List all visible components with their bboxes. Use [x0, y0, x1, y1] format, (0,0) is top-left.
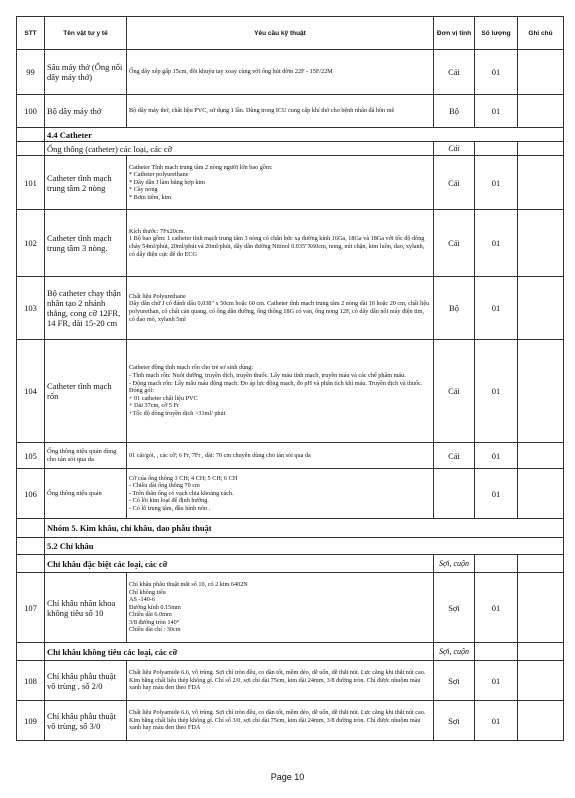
section-row: [17, 128, 564, 142]
header-note: Ghi chú: [518, 17, 564, 50]
row-note: [518, 277, 564, 340]
row-spec: Cỡ của ống thông 3 CH; 4 CH; 5 CH; 6 CH - Chiều dài ống thông 70 cm - Trên thân ống có vạch chia khoảng cách. - Có lõi kim loại để định hướng. - Có lỗ trung tâm, đầu hình nón .: [127, 469, 434, 519]
subsection-unit: Sợi, cuộn: [434, 555, 475, 573]
subsection-unit: Cái: [434, 142, 475, 156]
row-stt: 103: [17, 277, 45, 340]
row-note: [518, 469, 564, 519]
row-qty: 01: [475, 661, 518, 701]
table-row: [17, 277, 564, 340]
table-row: [17, 443, 564, 469]
row-stt: 109: [17, 701, 45, 741]
table-row: [17, 573, 564, 643]
row-spec: Chất liệu Polyamide 6.6, vô trùng. Sợi chỉ tròn đều, co dãn tốt, mềm dẻo, dễ uốn, dễ thắt nút. Lực căng khi thắt nút cao. Kim bằng chất liệu thép không gỉ. Chỉ số 3/0, sợi chỉ dài 75cm, kim dài 24mm, 3/8 đường tròn. Chỉ được nhuộm màu xanh hay màu đen theo FDA: [127, 701, 434, 741]
row-qty: 01: [475, 50, 518, 95]
table-row: [17, 95, 564, 128]
row-unit: Sợi: [434, 701, 475, 741]
row-name: Bộ dây máy thở: [45, 95, 127, 128]
row-name: Chỉ khâu phẫu thuật vô trùng , số 2/0: [45, 661, 127, 701]
row-unit: Cái: [434, 443, 475, 469]
subsection-row: [17, 142, 564, 156]
row-spec: Ống dây xếp gấp 15cm, đôi khuỷu tay xoay cùng với ống hút đờm 22F - 15F/22M: [127, 50, 434, 95]
row-spec: Chỉ khâu phẫu thuật mắt số 10, có 2 kim 6402N Chỉ không tiêu AS -140-6 Đường kính 0.15mm Chiều dài 6.0mm 3/8 đường tròn 140° Chiều dài chỉ : 30cm: [127, 573, 434, 643]
header-unit: Đơn vị tính: [434, 17, 475, 50]
section-row: [17, 538, 564, 555]
row-stt: 104: [17, 340, 45, 443]
row-note: [518, 210, 564, 277]
row-name: Catheter tĩnh mạch trung tâm 2 nòng: [45, 156, 127, 210]
row-name: Catheter tĩnh mạch rốn: [45, 340, 127, 443]
row-qty: 01: [475, 469, 518, 519]
group-row: [17, 519, 564, 538]
row-qty: 01: [475, 156, 518, 210]
subsection-unit: Sợi, cuộn: [434, 643, 475, 661]
row-stt: 106: [17, 469, 45, 519]
row-qty: 01: [475, 443, 518, 469]
subsection-title: Chỉ khâu không tiêu các loại, các cỡ: [45, 643, 434, 661]
subsection-row: [17, 555, 564, 573]
row-stt: 108: [17, 661, 45, 701]
row-qty: 01: [475, 340, 518, 443]
row-name: Chỉ khâu phẫu thuật vô trùng, số 3/0: [45, 701, 127, 741]
row-unit: [434, 469, 475, 519]
table-row: [17, 50, 564, 95]
table-row: [17, 701, 564, 741]
row-note: [518, 156, 564, 210]
row-name: Chỉ khâu nhãn khoa không tiêu số 10: [45, 573, 127, 643]
row-stt: 105: [17, 443, 45, 469]
row-spec: Catheter động tĩnh mạch rốn cho trẻ sơ sinh dùng: - Tĩnh mạch rốn: Nuôi dưỡng, truyền dịch, truyền thuốc. Lấy máu tĩnh mạch, truyền máu và các chế phẩm máu. - Động mạch rốn: Lấy mẫu máu động mạch. Đo áp lực động mạch, đo pH và phân tích khí máu. Truyền dịch và thuốc. Đóng gói: + 01 catheter chất liệu PVC + Dài 37cm, cỡ 5 Fr +Tốc độ dòng truyền dịch >31ml/ phút: [127, 340, 434, 443]
row-stt: 99: [17, 50, 45, 95]
row-unit: Sợi: [434, 573, 475, 643]
row-stt: 102: [17, 210, 45, 277]
row-unit: Cái: [434, 340, 475, 443]
row-name: Sâu máy thở (Ống nối dây máy thở): [45, 50, 127, 95]
row-stt: 107: [17, 573, 45, 643]
row-name: Catheter tĩnh mạch trung tâm 3 nòng.: [45, 210, 127, 277]
row-note: [518, 573, 564, 643]
row-name: Bộ catheter chạy thận nhân tạo 2 nhánh thẳng, cong cỡ 12FR, 14 FR, dài 15-20 cm: [45, 277, 127, 340]
page-footer: Page 10: [270, 772, 305, 782]
row-spec: 01 cái/gói, , các cỡ; 6 Fr, 7Fr , dài: 70 cm chuyên dùng cho tán sỏi qua da: [127, 443, 434, 469]
table-row: [17, 340, 564, 443]
header-name: Tên vật tư y tế: [45, 17, 127, 50]
header-qty: Số lượng: [475, 17, 518, 50]
row-name: Ống thông niệu quản: [45, 469, 127, 519]
row-spec: Kích thước: 7Fx20cm. 1 Bộ bao gồm: 1 catheter tĩnh mạch trung tâm 3 nòng có chắn bức xạ đường kính 16Ga, 18Ga và 18Ga với tốc độ dòng chảy 54ml/phút, 20ml/phút và 20ml/phút, dây dẫn đường Nitinol 0.035"X60cm, nong, nút chặn, kim luồn, dao, xylanh, có dây điện cực để đo ECG: [127, 210, 434, 277]
row-qty: 01: [475, 573, 518, 643]
row-name: Ống thông niệu quản dùng cho tán sỏi qua da: [45, 443, 127, 469]
row-stt: 101: [17, 156, 45, 210]
table-row: [17, 469, 564, 519]
row-spec: Chất liệu Polyamide 6.6, vô trùng. Sợi chỉ tròn đều, co dãn tốt, mềm dẻo, dễ uốn, dễ thắt nút. Lực căng khi thắt nút cao. Kim bằng chất liệu thép không gỉ. Chỉ số 2/0, sợi chỉ dài 75cm, kim dài 24mm, 3/8 đường tròn. Chỉ được nhuộm màu xanh hay màu đen theo FDA: [127, 661, 434, 701]
section-title: 4.4 Catheter: [45, 128, 564, 142]
row-note: [518, 661, 564, 701]
header-stt: STT: [17, 17, 45, 50]
section-title: 5.2 Chỉ khâu: [45, 538, 564, 555]
subsection-title: Ống thông (catheter) các loại, các cỡ: [45, 142, 434, 156]
table-header-row: [17, 17, 564, 50]
row-note: [518, 443, 564, 469]
row-unit: Bộ: [434, 277, 475, 340]
row-qty: 01: [475, 701, 518, 741]
row-qty: 01: [475, 277, 518, 340]
table-row: [17, 156, 564, 210]
row-unit: Cái: [434, 156, 475, 210]
row-unit: Cái: [434, 50, 475, 95]
subsection-title: Chỉ khâu đặc biệt các loại, các cỡ: [45, 555, 434, 573]
row-note: [518, 95, 564, 128]
row-spec: Catheter Tĩnh mạch trung tâm 2 nòng người lớn bao gồm: * Catheter polyurethane * Dây dẫn J làm bằng hợp kim * Cây nong * Bơm tiêm, kim: [127, 156, 434, 210]
row-qty: 01: [475, 210, 518, 277]
row-spec: Chất liệu Polyurethane Dây dẫn chữ J có đánh dấu 0,038" x 50cm hoặc 60 cm. Catheter tĩnh mạch trung tâm 2 nòng dài 16 hoặc 20 cm, chất liệu polyurethan, có chất cản quang, có ống dẫn đường, ống thông 18G có van, ống nong 12F, có dây dẫn nối máy điện tim, có dao mổ, xylanh 5ml: [127, 277, 434, 340]
row-stt: 100: [17, 95, 45, 128]
equipment-table: [16, 16, 564, 741]
header-spec: Yêu cầu kỹ thuật: [127, 17, 434, 50]
row-unit: Sợi: [434, 661, 475, 701]
row-spec: Bộ dây máy thở, chất liệu PVC, sử dụng 1 lần. Dùng trong ICU cung cấp khí thở cho bệnh nhân đã hôn mê: [127, 95, 434, 128]
table-row: [17, 661, 564, 701]
group-title: Nhóm 5. Kim khâu, chỉ khâu, dao phẫu thuật: [45, 519, 564, 538]
table-row: [17, 210, 564, 277]
row-qty: 01: [475, 95, 518, 128]
row-note: [518, 701, 564, 741]
subsection-row: [17, 643, 564, 661]
row-unit: Cái: [434, 210, 475, 277]
row-unit: Bộ: [434, 95, 475, 128]
row-note: [518, 340, 564, 443]
row-note: [518, 50, 564, 95]
